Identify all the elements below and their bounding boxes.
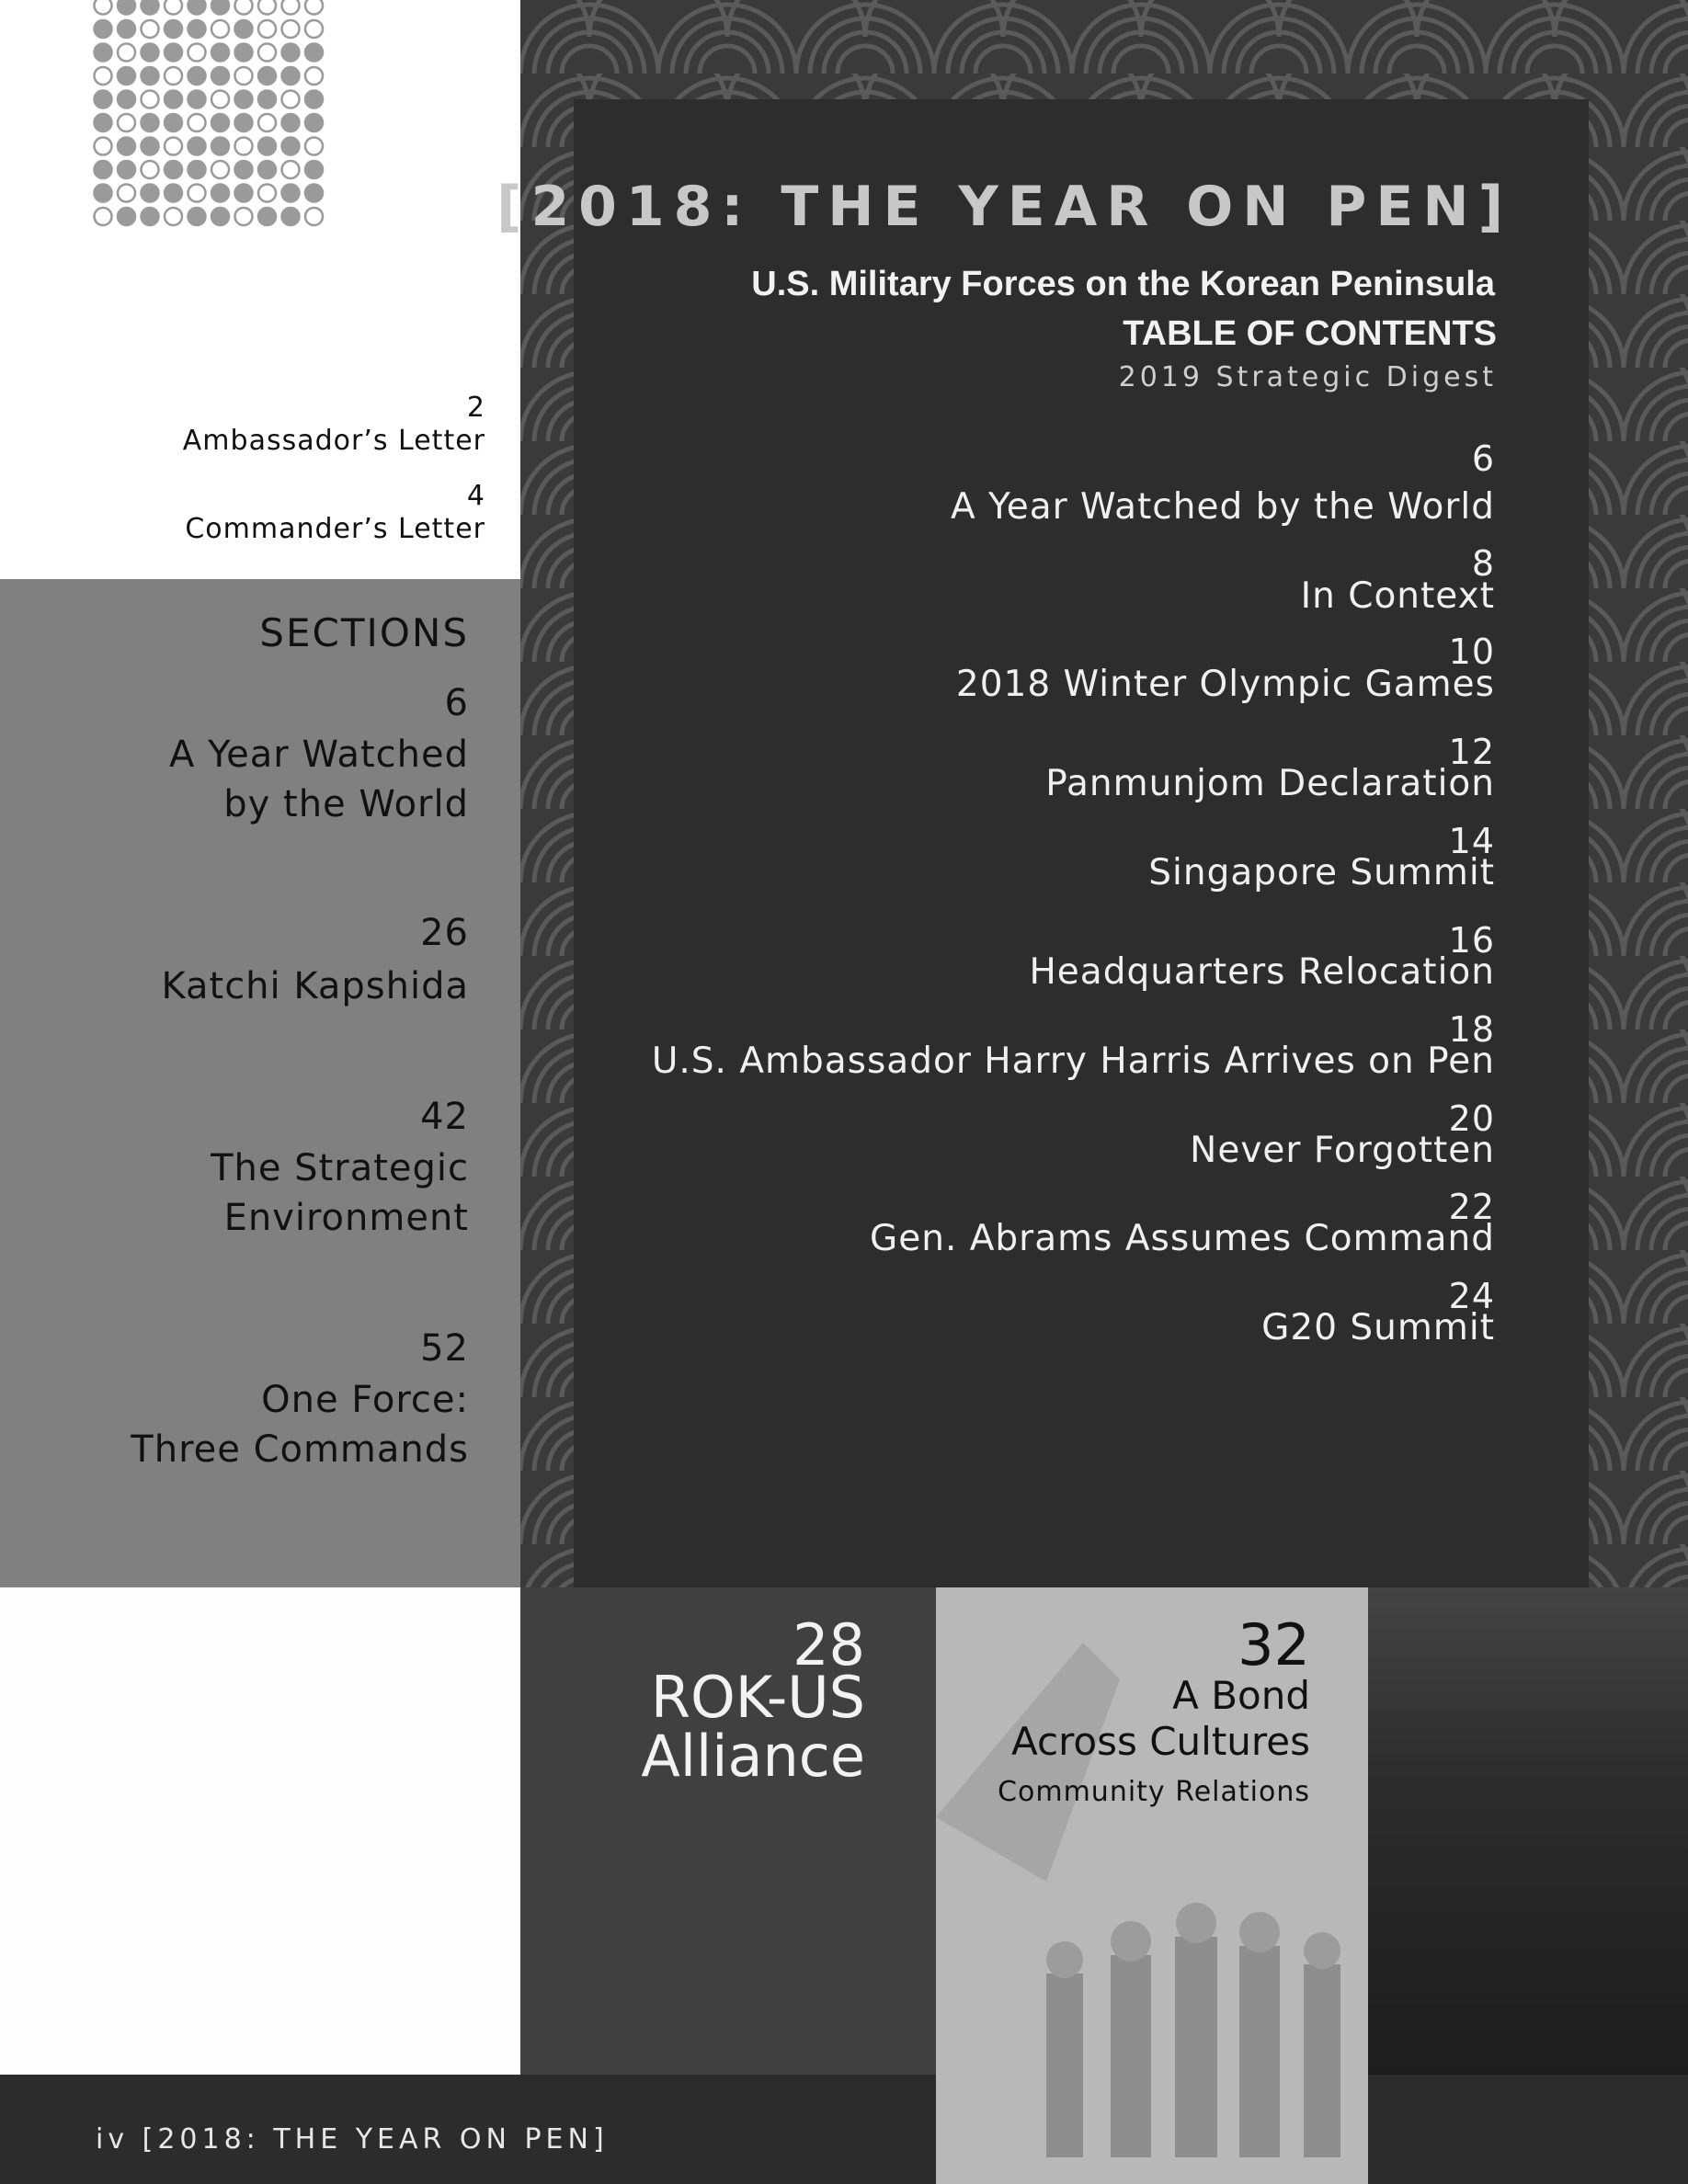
grid-dot [235,138,253,155]
section-title-line2[interactable]: Environment [223,1197,469,1239]
toc-title[interactable]: Gen. Abrams Assumes Command [870,1218,1495,1259]
grid-dot [165,67,182,85]
toc-page: 18 [1448,1009,1495,1050]
grid-dot [95,67,112,85]
grid-dot [142,44,159,62]
grid-dot [95,20,112,38]
grid-dot [282,185,300,202]
grid-dot [235,114,253,131]
grid-dot [211,44,229,62]
grid-dot [282,161,300,178]
grid-dot [165,138,182,155]
section-title-line1[interactable]: The Strategic [211,1147,469,1189]
grid-dot [305,161,323,178]
alliance-title[interactable] [497,1664,865,1790]
section-page: 6 [444,682,469,724]
grid-dot [142,114,159,131]
section-title-line2[interactable]: by the World [223,783,469,825]
grid-dot [258,208,276,225]
grid-dot [211,185,229,202]
grid-dot [305,67,323,85]
bond-page: 32 [1237,1611,1310,1678]
grid-dot [188,44,206,62]
grid-dot [95,91,112,108]
alliance-page: 28 [793,1611,865,1678]
publication-subtitle: U.S. Military Forces on the Korean Peninsula [751,265,1495,303]
grid-dot [142,208,159,225]
digest-label: 2019 Strategic Digest [1118,361,1497,393]
grid-dot [118,20,135,38]
grid-dot [142,138,159,155]
section-page: 42 [420,1096,469,1138]
grid-dot [258,20,276,38]
footer-page-label: iv [2018: THE YEAR ON PEN] [96,2123,609,2156]
toc-title[interactable]: Never Forgotten [1190,1130,1495,1171]
ambassador-letter-title[interactable]: Ambassador’s Letter [182,425,485,457]
toc-page: 20 [1448,1098,1495,1139]
grid-dot [188,91,206,108]
grid-dot [258,44,276,62]
toc-label: TABLE OF CONTENTS [1123,314,1497,353]
grid-dot [188,67,206,85]
grid-dot [211,20,229,38]
grid-dot [188,208,206,225]
grid-dot [95,0,112,15]
grid-dot [118,161,135,178]
grid-dot [305,138,323,155]
section-page: 26 [420,912,469,954]
grid-dot [235,208,253,225]
grid-dot [282,114,300,131]
footer-bar-right [1368,2075,1688,2184]
grid-dot [95,161,112,178]
grid-dot [165,208,182,225]
toc-title[interactable]: G20 Summit [1261,1307,1495,1348]
grid-dot [188,20,206,38]
grid-dot [188,0,206,15]
grid-dot [235,91,253,108]
grid-dot [211,208,229,225]
grid-dot [258,91,276,108]
grid-dot [165,161,182,178]
grid-dot [235,185,253,202]
grid-dot [211,161,229,178]
grid-dot [188,138,206,155]
grid-dot [258,0,276,15]
section-title-line1[interactable]: One Force: [261,1379,469,1421]
grid-dot [165,91,182,108]
left-bottom-white-area [0,1587,520,2075]
toc-title[interactable]: U.S. Ambassador Harry Harris Arrives on Pen [651,1041,1495,1082]
section-title-line1[interactable]: Katchi Kapshida [161,965,469,1007]
grid-dot [282,208,300,225]
grid-dot [282,0,300,15]
toc-title[interactable]: Panmunjom Declaration [1045,763,1495,804]
grid-dot [165,185,182,202]
bond-subtitle: Community Relations [998,1776,1310,1808]
grid-dot [305,0,323,15]
bond-title-line2: Across Cultures [1010,1719,1310,1764]
grid-dot [142,185,159,202]
section-title-line1[interactable]: A Year Watched [168,734,469,776]
grid-dot [258,185,276,202]
grid-dot [305,44,323,62]
toc-page: 6 [1471,438,1495,479]
toc-page: 22 [1448,1187,1495,1227]
grid-dot [118,44,135,62]
grid-dot [118,114,135,131]
grid-dot [235,0,253,15]
grid-dot [305,20,323,38]
grid-dot [165,44,182,62]
grid-dot [235,20,253,38]
grid-dot [142,20,159,38]
section-title-line2[interactable]: Three Commands [131,1428,469,1471]
commander-letter-page: 4 [466,480,485,512]
grid-dot [95,208,112,225]
grid-dot [188,185,206,202]
grid-dot [165,20,182,38]
section-page: 52 [420,1327,469,1370]
grid-dot [188,114,206,131]
toc-page: 12 [1448,732,1495,772]
commander-letter-title[interactable]: Commander’s Letter [185,513,485,545]
toc-page: 8 [1471,543,1495,584]
grid-dot [95,185,112,202]
grid-dot [118,208,135,225]
toc-title[interactable]: A Year Watched by the World [950,486,1495,528]
grid-dot [305,185,323,202]
alliance-panel [520,1587,936,2075]
grid-dot [211,91,229,108]
toc-page: 10 [1448,631,1495,672]
grid-dot [142,67,159,85]
toc-title[interactable]: Singapore Summit [1148,852,1495,893]
grid-dot [165,114,182,131]
grid-dot [118,67,135,85]
grid-dot [235,44,253,62]
grid-dot [235,161,253,178]
grid-dot [282,91,300,108]
grid-dot [305,91,323,108]
toc-title[interactable]: 2018 Winter Olympic Games [955,664,1495,705]
grid-dot [95,114,112,131]
grid-dot [211,138,229,155]
grid-dot [95,44,112,62]
grid-dot [211,114,229,131]
publication-title: [2018: THE YEAR ON PEN] [496,175,1512,239]
grid-dot [118,91,135,108]
grid-dot [211,67,229,85]
toc-title[interactable]: Headquarters Relocation [1029,951,1495,993]
grid-dot [142,161,159,178]
grid-dot [282,20,300,38]
toc-page: 14 [1448,821,1495,861]
bond-title-line1: A Bond [1172,1673,1310,1718]
grid-dot [282,44,300,62]
grid-dot [211,0,229,15]
toc-title[interactable]: In Context [1300,575,1495,617]
grid-dot [258,67,276,85]
toc-page: 24 [1448,1276,1495,1316]
grid-dot [118,0,135,15]
grid-dot [118,138,135,155]
grid-dot [305,114,323,131]
grid-dot [258,114,276,131]
grid-dot [282,67,300,85]
ambassador-letter-page: 2 [466,392,485,424]
grid-dot [188,161,206,178]
grid-dot [95,138,112,155]
bond-title[interactable] [942,1673,1310,1765]
grid-dot [165,0,182,15]
grid-dot [305,208,323,225]
grid-dot [282,138,300,155]
crowd-photo [1368,1587,1688,2075]
grid-dot [118,185,135,202]
grid-dot [142,0,159,15]
grid-dot [258,138,276,155]
alliance-title-line1: ROK-US [650,1664,865,1731]
toc-page: 16 [1448,920,1495,961]
sections-heading: SECTIONS [259,610,469,655]
grid-dot [258,161,276,178]
grid-dot [142,91,159,108]
alliance-title-line2: Alliance [641,1723,865,1790]
dot-grid-ornament [92,0,331,233]
grid-dot [235,67,253,85]
